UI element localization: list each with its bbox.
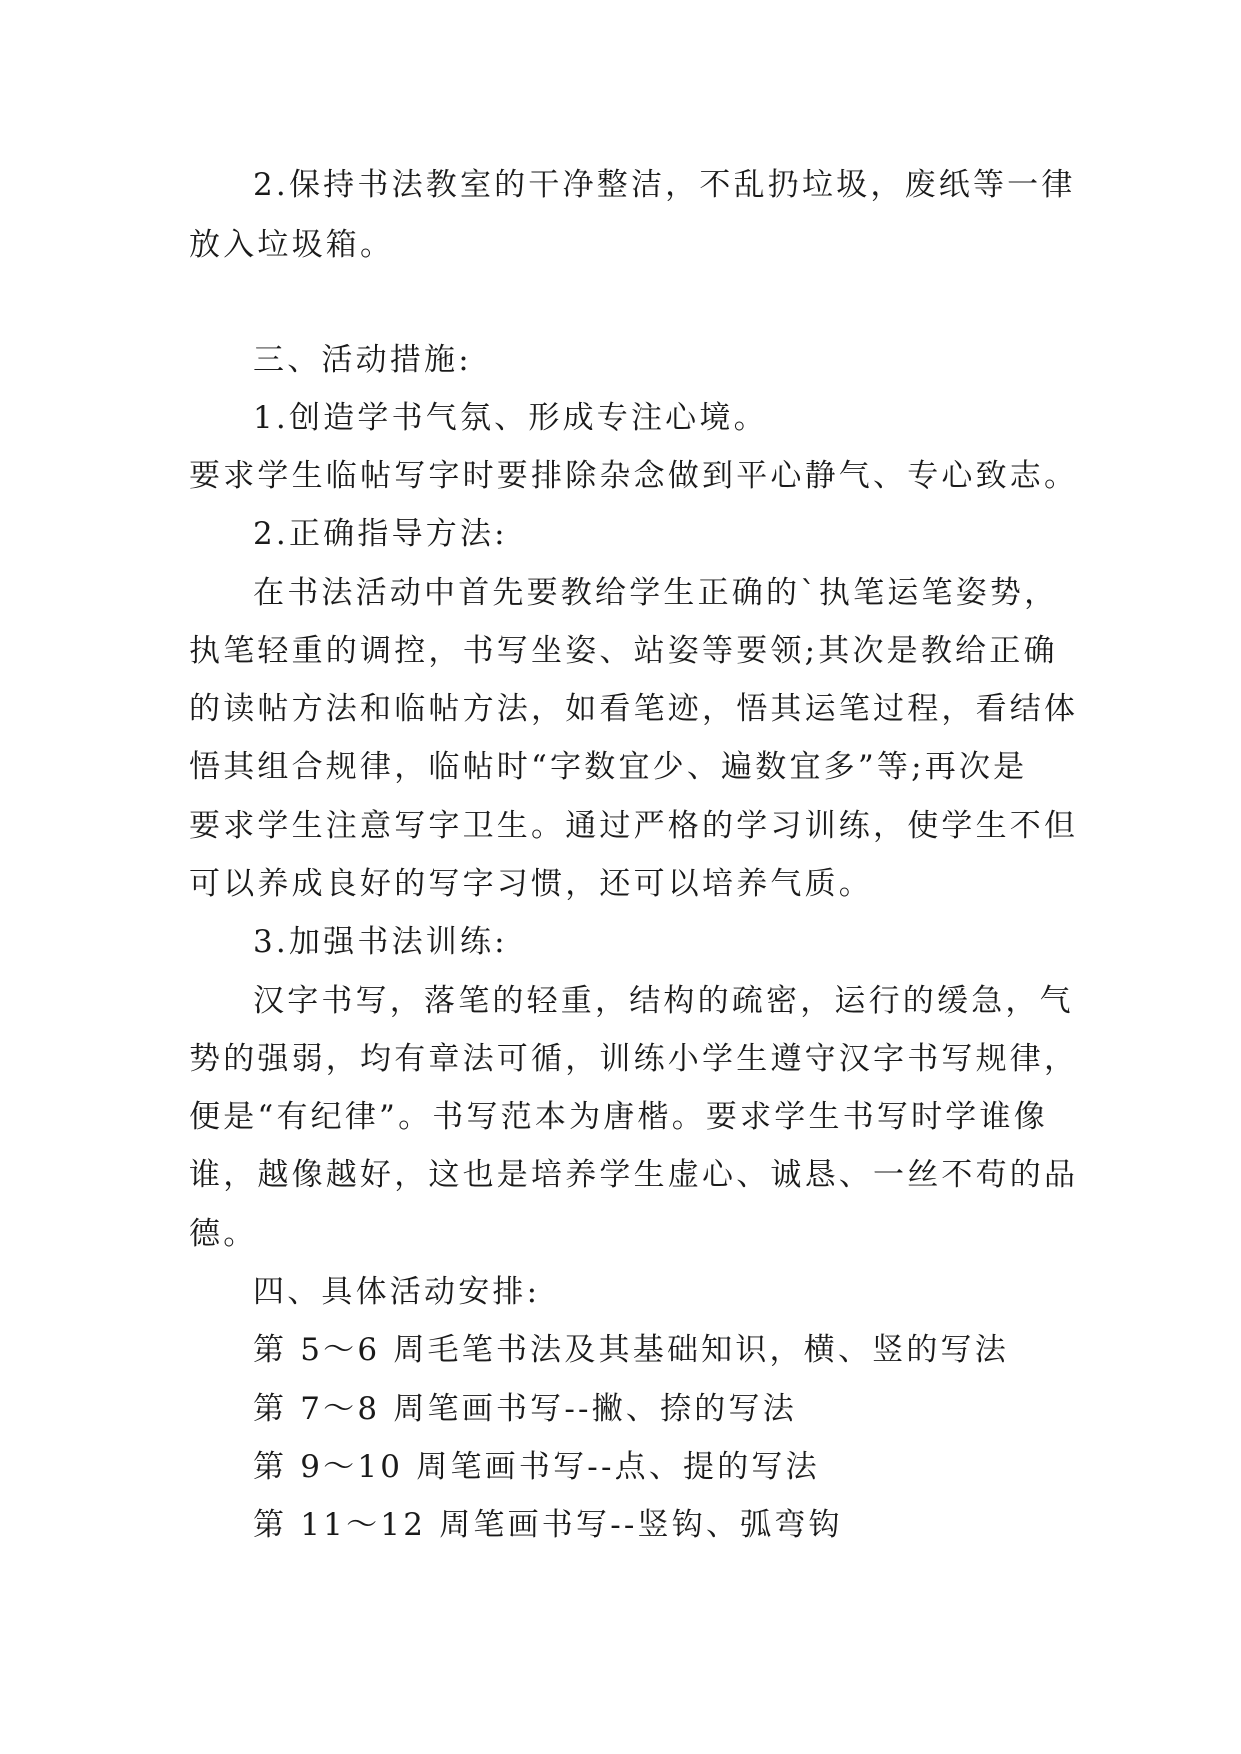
- text-line: 2.正确指导方法:: [253, 516, 508, 552]
- text-line: 汉字书写，落笔的轻重，结构的疏密，运行的缓急，气: [253, 983, 1074, 1019]
- text-line: 便是“有纪律”。书写范本为唐楷。要求学生书写时学谁像: [189, 1099, 1048, 1135]
- text-line: 3.加强书法训练:: [253, 924, 508, 960]
- text-line: 要求学生注意写字卫生。通过严格的学习训练，使学生不但: [189, 808, 1079, 844]
- section-heading: 三、活动措施:: [253, 342, 472, 378]
- section-heading: 四、具体活动安排:: [253, 1274, 541, 1310]
- text-line: 执笔轻重的调控，书写坐姿、站姿等要领;其次是教给正确: [189, 633, 1058, 669]
- text-line: 要求学生临帖写字时要排除杂念做到平心静气、专心致志。: [189, 458, 1079, 494]
- schedule-item: 第 7～8 周笔画书写--撇、捺的写法: [253, 1391, 797, 1427]
- text-line: 可以养成良好的写字习惯，还可以培养气质。: [189, 866, 873, 902]
- text-line: 1.创造学书气氛、形成专注心境。: [253, 400, 768, 436]
- schedule-item: 第 5～6 周毛笔书法及其基础知识，横、竖的写法: [253, 1332, 1009, 1368]
- text-line: 2.保持书法教室的干净整洁，不乱扔垃圾，废纸等一律: [253, 167, 1076, 203]
- text-line: 势的强弱，均有章法可循，训练小学生遵守汉字书写规律，: [189, 1041, 1079, 1077]
- text-line: 德。: [189, 1216, 258, 1252]
- text-line: 悟其组合规律，临帖时“字数宜少、遍数宜多”等;再次是: [189, 749, 1028, 785]
- text-line: 在书法活动中首先要教给学生正确的`执笔运笔姿势，: [253, 575, 1059, 611]
- schedule-item: 第 9～10 周笔画书写--点、提的写法: [253, 1449, 820, 1485]
- text-line: 谁，越像越好，这也是培养学生虚心、诚恳、一丝不苟的品: [189, 1157, 1079, 1193]
- text-line: 放入垃圾箱。: [189, 227, 395, 263]
- schedule-item: 第 11～12 周笔画书写--竖钩、弧弯钩: [253, 1507, 843, 1543]
- text-line: 的读帖方法和临帖方法，如看笔迹，悟其运笔过程，看结体: [189, 691, 1079, 727]
